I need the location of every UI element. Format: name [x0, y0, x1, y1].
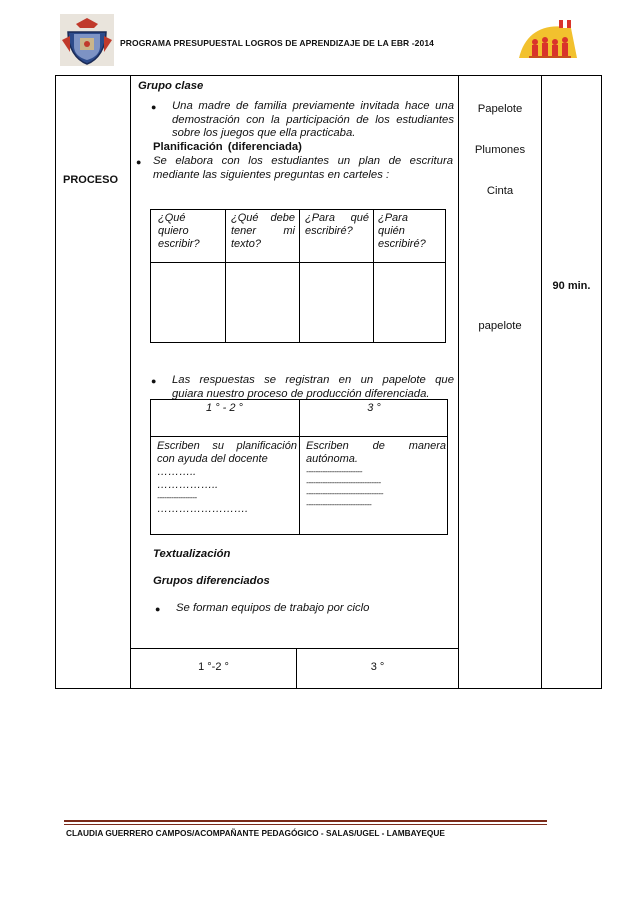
table-right-border — [601, 75, 602, 689]
grupo-clase-paragraph: Una madre de familia previamente invitada hace una demostración con la participación de los estudiantes sobre los juegos que ella practicaba. — [172, 100, 454, 139]
differentiated-table-col-divider — [299, 399, 300, 535]
institution-crest-logo — [58, 12, 116, 68]
time-label: 90 min. — [552, 280, 591, 292]
bullet-icon: ● — [136, 157, 142, 167]
planificacion-paragraph: Se elabora con los estudiantes un plan de escritura mediante las siguientes preguntas en carteles : — [153, 155, 453, 181]
diff-table-header-1: 1 ° - 2 ° — [206, 402, 243, 414]
respuestas-paragraph: Las respuestas se registran en un papelote que guiara nuestro proceso de producción diferenciada. — [172, 374, 454, 400]
footer-text: CLAUDIA GUERRERO CAMPOS/ACOMPAÑANTE PEDAGÓGICO - SALAS/UGEL - LAMBAYEQUE — [66, 828, 445, 838]
material-papelote: Papelote — [477, 103, 523, 115]
table-col-divider-1 — [130, 75, 131, 689]
diff-table-cell-1: Escriben su planificación con ayuda del docente ……….. …………….. ----------------- ……………………. — [157, 440, 297, 515]
bottom-row-cell-2: 3 ° — [370, 661, 385, 673]
equipos-paragraph: Se forman equipos de trabajo por ciclo — [176, 602, 370, 614]
material-cinta: Cinta — [486, 185, 514, 197]
phase-label: PROCESO — [63, 174, 119, 186]
question-cell-4: ¿Para quién escribiré? — [378, 212, 426, 250]
footer-rule-thick — [64, 820, 547, 822]
table-col-divider-2 — [458, 75, 459, 689]
footer-rule-thin — [64, 824, 547, 825]
header-title: PROGRAMA PRESUPUESTAL LOGROS DE APRENDIZAJE DE LA EBR -2014 — [120, 38, 434, 48]
bullet-icon: ● — [151, 102, 157, 112]
bullet-icon: ● — [155, 604, 161, 614]
table-col-divider-3 — [541, 75, 542, 689]
material-papelote-2: papelote — [478, 320, 522, 332]
material-plumones: Plumones — [474, 144, 526, 156]
children-program-logo — [515, 18, 581, 66]
bottom-row-divider — [130, 648, 459, 649]
question-cell-3: ¿Para qué escribiré? — [305, 212, 369, 237]
table-bottom-border — [55, 688, 602, 689]
question-cell-1: ¿Qué quiero escribir? — [158, 212, 200, 250]
table-top-border — [55, 75, 602, 76]
diff-table-header-2: 3 ° — [367, 402, 381, 414]
question-cell-2: ¿Qué debe tener mi texto? — [231, 212, 295, 250]
grupo-clase-heading: Grupo clase — [138, 80, 204, 92]
bullet-icon: ● — [151, 376, 157, 386]
textualizacion-heading: Textualización — [153, 548, 231, 560]
questions-table-row-divider — [150, 262, 446, 263]
diff-table-cell-2: Escriben de manera autónoma. ------------------------ -------------------------------- --------------------------------- ---------------------------- — [306, 440, 446, 509]
questions-table-col-divider — [373, 209, 374, 343]
bottom-row-cell-1: 1 °-2 ° — [198, 661, 229, 673]
questions-table-col-divider — [299, 209, 300, 343]
table-left-border — [55, 75, 56, 689]
grupos-diferenciados-heading: Grupos diferenciados — [153, 575, 270, 587]
planificacion-heading: Planificación (diferenciada) — [153, 141, 302, 153]
questions-table-col-divider — [225, 209, 226, 343]
